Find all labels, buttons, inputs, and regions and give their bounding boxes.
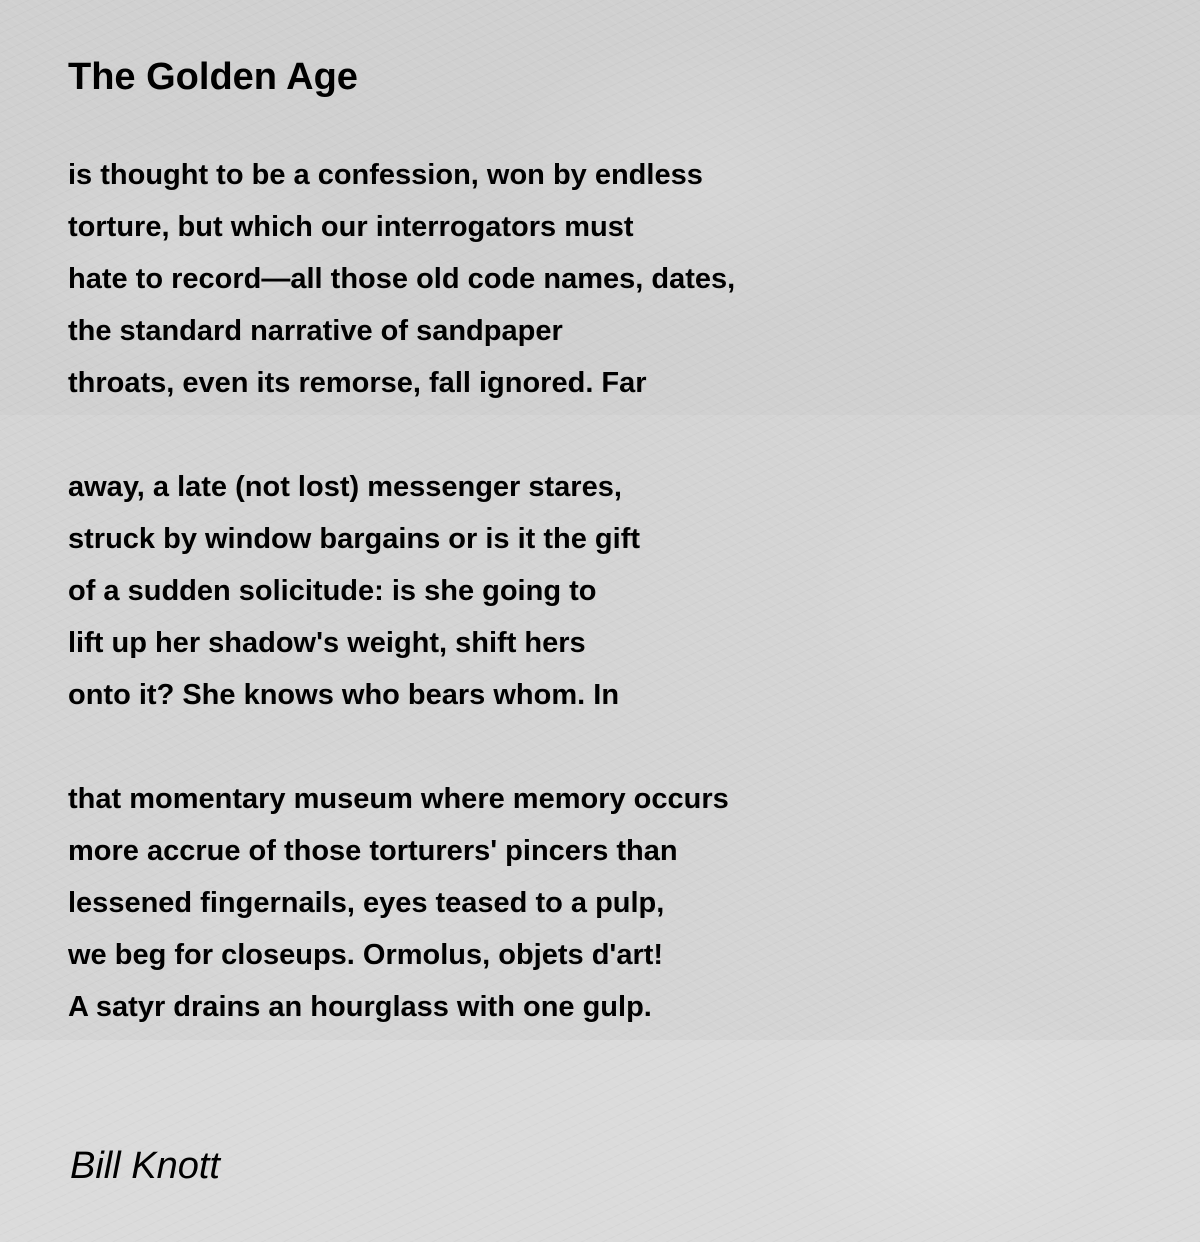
poem-line: away, a late (not lost) messenger stares,: [68, 471, 622, 503]
poem-line: is thought to be a confession, won by endless: [68, 159, 703, 191]
poem-line: A satyr drains an hourglass with one gulp.: [68, 991, 652, 1023]
poem-line: that momentary museum where memory occurs: [68, 783, 729, 815]
poem-title: The Golden Age: [68, 56, 358, 98]
poem-line: lessened fingernails, eyes teased to a pulp,: [68, 887, 665, 919]
poem-line: lift up her shadow's weight, shift hers: [68, 627, 586, 659]
poem-line: more accrue of those torturers' pincers than: [68, 835, 678, 867]
background-band-bottom: [0, 1040, 1200, 1242]
poem-author: Bill Knott: [70, 1145, 220, 1187]
poem-line: torture, but which our interrogators must: [68, 211, 634, 243]
poem-line: onto it? She knows who bears whom. In: [68, 679, 620, 711]
stanza-1: [68, 149, 735, 409]
poem-line: throats, even its remorse, fall ignored. Far: [68, 367, 647, 399]
poem-line: of a sudden solicitude: is she going to: [68, 575, 597, 607]
stanza-3: [68, 773, 729, 1033]
stanza-2: [68, 461, 640, 721]
poem-line: hate to record—all those old code names, dates,: [68, 263, 736, 295]
poem-line: we beg for closeups. Ormolus, objets d'art!: [68, 939, 664, 971]
poem-line: struck by window bargains or is it the gift: [68, 523, 641, 555]
poem-line: the standard narrative of sandpaper: [68, 315, 563, 347]
